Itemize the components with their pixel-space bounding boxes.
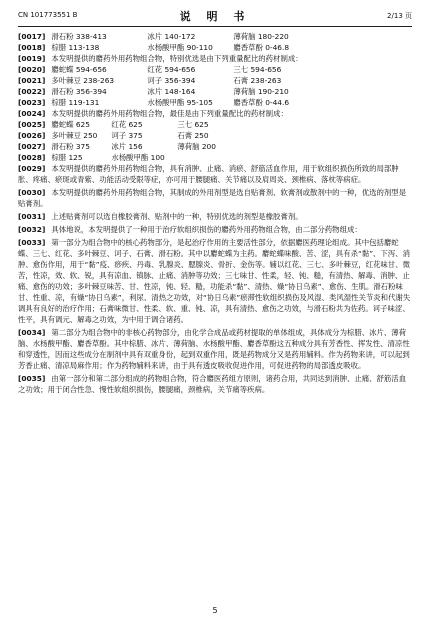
paragraph-0028	[18, 152, 412, 163]
paragraph-0031	[18, 211, 412, 222]
paragraph-0017	[18, 31, 412, 42]
ingredient-cell: 麝蛇蝶 594-656	[51, 65, 107, 74]
paragraph-number: [0031]	[18, 212, 46, 221]
paragraph-number: [0020]	[18, 65, 46, 74]
paragraph-text: 上述贴膏剂可以选自橡胶膏剂、贴剂中的一种，特别优选的剂型是橡胶膏剂。	[51, 212, 303, 221]
paragraph-number: [0017]	[18, 32, 46, 41]
ingredient-cell: 水杨酸甲酯 90-110	[147, 43, 213, 52]
ingredient-cell: 棕腊 125	[51, 153, 83, 162]
ingredient-cell: 麝香草酚 0-44.6	[233, 98, 290, 107]
paragraph-0023	[18, 97, 412, 108]
paragraph-0032	[18, 224, 412, 235]
paragraph-text: 第二部分为组合物中的非核心药物部分，由化学合成品或药材提取的单体组成，具体成分为棕腊、冰片、薄荷脑、水杨酸甲酯、麝香草酚。其中棕腊、冰片、薄荷脑、水杨酸甲酯、麝香草酚这五种成分具有芳香性、挥发性、清凉性和穿透性，因而这些成分在制剂中具有双重身份，起到双重作用，既是药物成分又是药用辅料。作为药物来讲，可以起到芳香止痛、清凉局麻作用；作为药物辅料来讲，由于具有透皮吸收促进作用，可促进药物的局部透皮吸收。	[18, 328, 410, 370]
paragraph-number: [0026]	[18, 131, 46, 140]
ingredient-cell: 冰片 148-164	[147, 87, 196, 96]
paragraph-0027	[18, 141, 412, 152]
ingredient-cell: 薄荷脑 180-220	[233, 32, 289, 41]
document-body	[18, 31, 412, 397]
ingredient-cell: 滑石粉 356-394	[51, 87, 107, 96]
ingredient-cell: 诃子 356-394	[147, 76, 196, 85]
ingredient-cell: 红花 625	[111, 120, 143, 129]
paragraph-0020	[18, 64, 412, 75]
paragraph-0034	[18, 327, 412, 371]
paragraph-0022	[18, 86, 412, 97]
paragraph-text: 本发明提供的麝药外用药物组合物，其制成的外用剂型是选自贴膏剂、软膏剂或散剂中的一种，优选的剂型是贴膏剂。	[18, 188, 407, 208]
paragraph-0033	[18, 237, 412, 325]
ingredient-cell: 薄荷脑 200	[177, 142, 216, 151]
page-indicator: 2/13 页	[387, 12, 412, 20]
ingredient-cell: 多叶棘豆 238-263	[51, 76, 115, 85]
ingredient-cell: 滑石粉 375	[51, 142, 90, 151]
paragraph-0026	[18, 130, 412, 141]
ingredient-cell: 麝蛇蝶 625	[51, 120, 90, 129]
paragraph-number: [0028]	[18, 153, 46, 162]
ingredient-cell: 红花 594-656	[147, 65, 196, 74]
paragraph-number: [0029]	[18, 164, 46, 173]
ingredient-cell: 棕腊 119-131	[51, 98, 100, 107]
ingredient-cell: 石膏 238-263	[233, 76, 282, 85]
paragraph-text: 由第一部分和第二部分组成的药物组合物，符合麝医药组方原则，诸药合用，共同达到消肿、止痛、舒筋活血之功效；用于闭合性急、慢性软组织损伤，腰腿痛，颈椎病，关节痛等疾病。	[18, 374, 407, 394]
ingredient-cell: 诃子 375	[111, 131, 143, 140]
ingredient-cell: 薄荷脑 190-210	[233, 87, 289, 96]
paragraph-number: [0030]	[18, 188, 46, 197]
paragraph-0021	[18, 75, 412, 86]
paragraph-0024	[18, 108, 412, 119]
paragraph-number: [0022]	[18, 87, 46, 96]
ingredient-cell: 水杨酸甲酯 95-105	[147, 98, 213, 107]
paragraph-number: [0027]	[18, 142, 46, 151]
header-rule	[18, 26, 412, 27]
paragraph-number: [0025]	[18, 120, 46, 129]
paragraph-text: 第一部分为组合物中的核心药物部分，是起治疗作用的主要活性部分，依据麝医药理论组成。其中包括麝蛇蝶、三七、红花、多叶棘豆、诃子、石膏、滑石粉。其中以麝蛇蝶为主药。麝蛇蝶味酸、苦、涩，具有杀“黏”、下泻、消肿、愈伤作用，用于“黏”疫、痧疾、丹毒、乳腺炎、腮腺炎、骨折、金伤等。辅以红花、三七、多叶棘豆，红花味甘、微苦，性凉，效、软、锐，具有凉血、镇脉、止痛、消肿等功效；三七味甘、性柔，轻、钝、糙，有清热、解毒、消肿、止痛、愈伤的功效；多叶棘豆味苦、甘、性凉，钝、轻、糙，功能杀“黏”、清热、燥“协日乌素”、愈伤、生肌。滑石粉味甘、性重、凉，有燥“协日乌素”，利尿、清热之功效，对“协日乌素”瘀滞性软组织损伤及风湿、类风湿性关节炎和代谢失调具有良好的治疗作用；石膏味微甘、性柔、软、重、钝、凉，具有清热、愈伤之功效，与滑石粉共为佐药。诃子味涩、性平，具有调元、解毒之功效，为中用于调合诸药。	[18, 238, 411, 324]
paragraph-0030	[18, 187, 412, 209]
paragraph-text: 具体地说，本发明提供了一种用于治疗软组织损伤的麝药外用药物组合物，由二部分药物组成：	[51, 225, 362, 234]
paragraph-number: [0019]	[18, 54, 46, 63]
paragraph-number: [0034]	[18, 328, 46, 337]
paragraph-0035	[18, 373, 412, 395]
ingredient-cell: 三七 625	[177, 120, 209, 129]
ingredient-cell: 棕腊 113-138	[51, 43, 100, 52]
paragraph-0019	[18, 53, 412, 64]
ingredient-cell: 冰片 140-172	[147, 32, 196, 41]
paragraph-number: [0024]	[18, 109, 46, 118]
ingredient-cell: 石膏 250	[177, 131, 209, 140]
publication-number: CN 101773551 B	[18, 11, 78, 19]
paragraph-text: 本发明提供的麝药外用药物组合物，最佳是由下列重量配比的药材制成：	[51, 109, 288, 118]
paragraph-number: [0023]	[18, 98, 46, 107]
document-title: 说 明 书	[179, 10, 251, 23]
paragraph-number: [0035]	[18, 374, 46, 383]
paragraph-0018	[18, 42, 412, 53]
paragraph-number: [0021]	[18, 76, 46, 85]
paragraph-text: 本发明提供的麝药外用药物组合物，特别优选是由下列重量配比的药材制成：	[51, 54, 303, 63]
paragraph-number: [0018]	[18, 43, 46, 52]
paragraph-0029	[18, 163, 412, 185]
ingredient-cell: 滑石粉 338-413	[51, 32, 107, 41]
ingredient-cell: 水杨酸甲酯 100	[111, 153, 165, 162]
paragraph-number: [0033]	[18, 238, 46, 247]
ingredient-cell: 麝香草酚 0-46.8	[233, 43, 290, 52]
page-header	[18, 8, 412, 24]
paragraph-text: 本发明提供的麝药外用药物组合物，具有消肿、止痛、消瘀、舒筋活血作用，用于软组织损伤所致的局部肿胀、疼痛、瘀斑或青紫、功能活动受限等症，亦可用于腰腿痛、关节痛以及肩周炎、颈椎病、落枕等病症。	[18, 164, 399, 184]
ingredient-cell: 冰片 156	[111, 142, 143, 151]
paragraph-0025	[18, 119, 412, 130]
ingredient-cell: 三七 594-656	[233, 65, 282, 74]
paragraph-number: [0032]	[18, 225, 46, 234]
page-number-footer: 5	[212, 606, 218, 615]
ingredient-cell: 多叶棘豆 250	[51, 131, 98, 140]
